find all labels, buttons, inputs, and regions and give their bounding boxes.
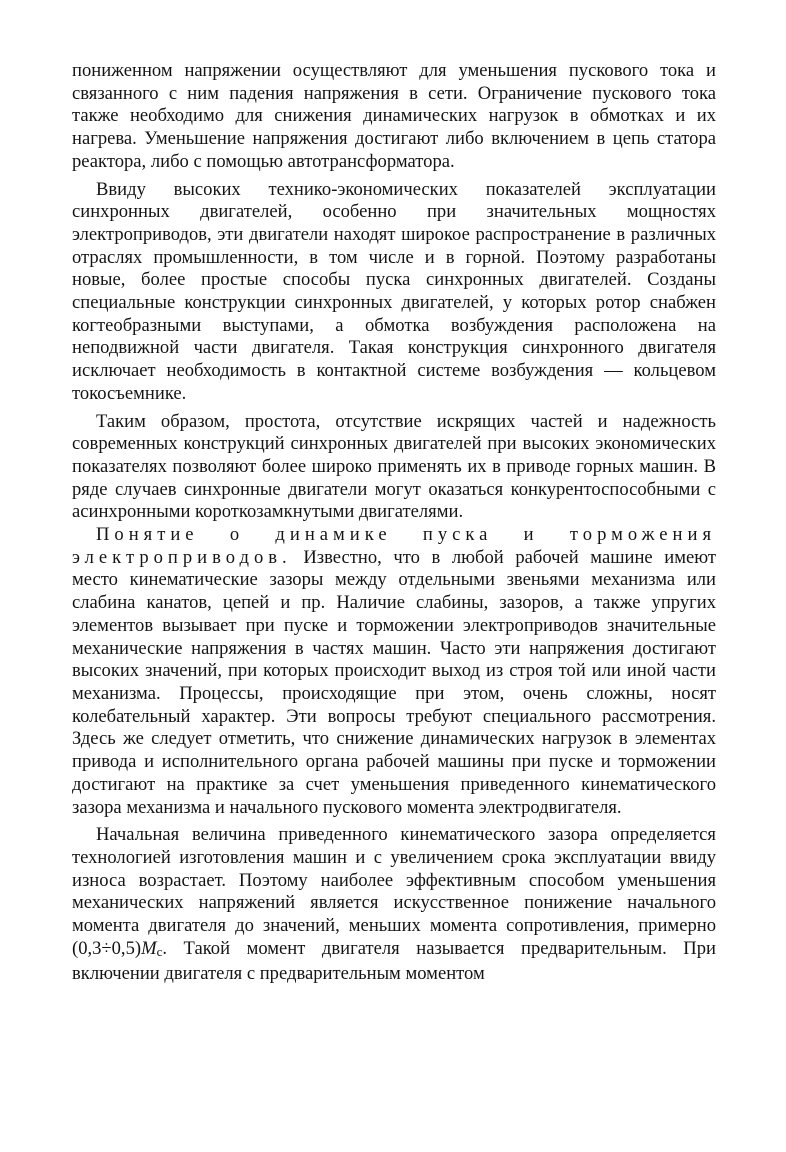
paragraph-5-text-after: . Такой момент двигателя называется предварительным. При включении двигателя с предварительным моментом bbox=[72, 937, 716, 985]
formula-symbol: M bbox=[141, 937, 157, 959]
formula-subscript: c bbox=[156, 943, 163, 959]
book-page bbox=[72, 60, 716, 986]
paragraph-4-body: Известно, что в любой рабочей машине имеют место кинематические зазоры между отдельными звеньями механизма или слабина канатов, цепей и пр. Наличие слабины, зазоров, а также упругих элементов вызывает при пуске и торможении электроприводов значительные механические напряжения в частях машин. Часто эти напряжения достигают высоких значений, при которых происходит выход из строя той или иной части механизма. Процессы, происходящие при этом, очень сложны, носят колебательный характер. Эти вопросы требуют специального рассмотрения. Здесь же следует отметить, что снижение динамических нагрузок в элементах привода и исполнительного органа рабочей машины при пуске и торможении достигают на практике за счет уменьшения приведенного кинематического зазора механизма и начального пускового момента электродвигателя. bbox=[72, 546, 717, 818]
formula-range: (0,3÷0,5) bbox=[72, 937, 142, 959]
paragraph-1: пониженном напряжении осуществляют для уменьшения пускового тока и связанного с ним падения напряжения в сети. Ограничение пускового тока также необходимо для снижения динамических нагрузок в обмотках и их нагрева. Уменьшение напряжения достигают либо включением в цепь статора реактора, либо с помощью автотрансформатора. bbox=[72, 60, 716, 172]
paragraph-4 bbox=[72, 524, 716, 819]
paragraph-5 bbox=[72, 824, 716, 986]
paragraph-5-text-before: Начальная величина приведенного кинематического зазора определяется технологией изготовления машин и с увеличением срока эксплуатации ввиду износа возрастает. Поэтому наиболее эффективным способом уменьшения механических напряжений является искусственное понижение начального момента двигателя до значений, меньших момента сопротивления, примерно bbox=[72, 824, 716, 937]
paragraph-3: Таким образом, простота, отсутствие искрящих частей и надежность современных конструкций синхронных двигателей при высоких экономических показателях позволяют более широко применять их в приводе горных машин. В ряде случаев синхронные двигатели могут оказаться конкурентоспособными с асинхронными короткозамкнутыми двигателями. bbox=[72, 410, 716, 523]
paragraph-2: Ввиду высоких технико-экономических показателей эксплуатации синхронных двигателей, особенно при значительных мощностях электроприводов, эти двигатели находят широкое распространение в различных отраслях промышленности, в том числе и в горной. Поэтому разработаны новые, более простые способы пуска синхронных двигателей. Созданы специальные конструкции синхронных двигателей, у которых ротор снабжен когтеобразными выступами, а обмотка возбуждения расположена на неподвижной части двигателя. Такая конструкция синхронного двигателя исключает необходимость в контактной системе возбуждения — кольцевом токосъемнике. bbox=[72, 178, 716, 404]
section-heading: Понятие о динамике пуска и торможения электроприводов. bbox=[72, 524, 716, 568]
